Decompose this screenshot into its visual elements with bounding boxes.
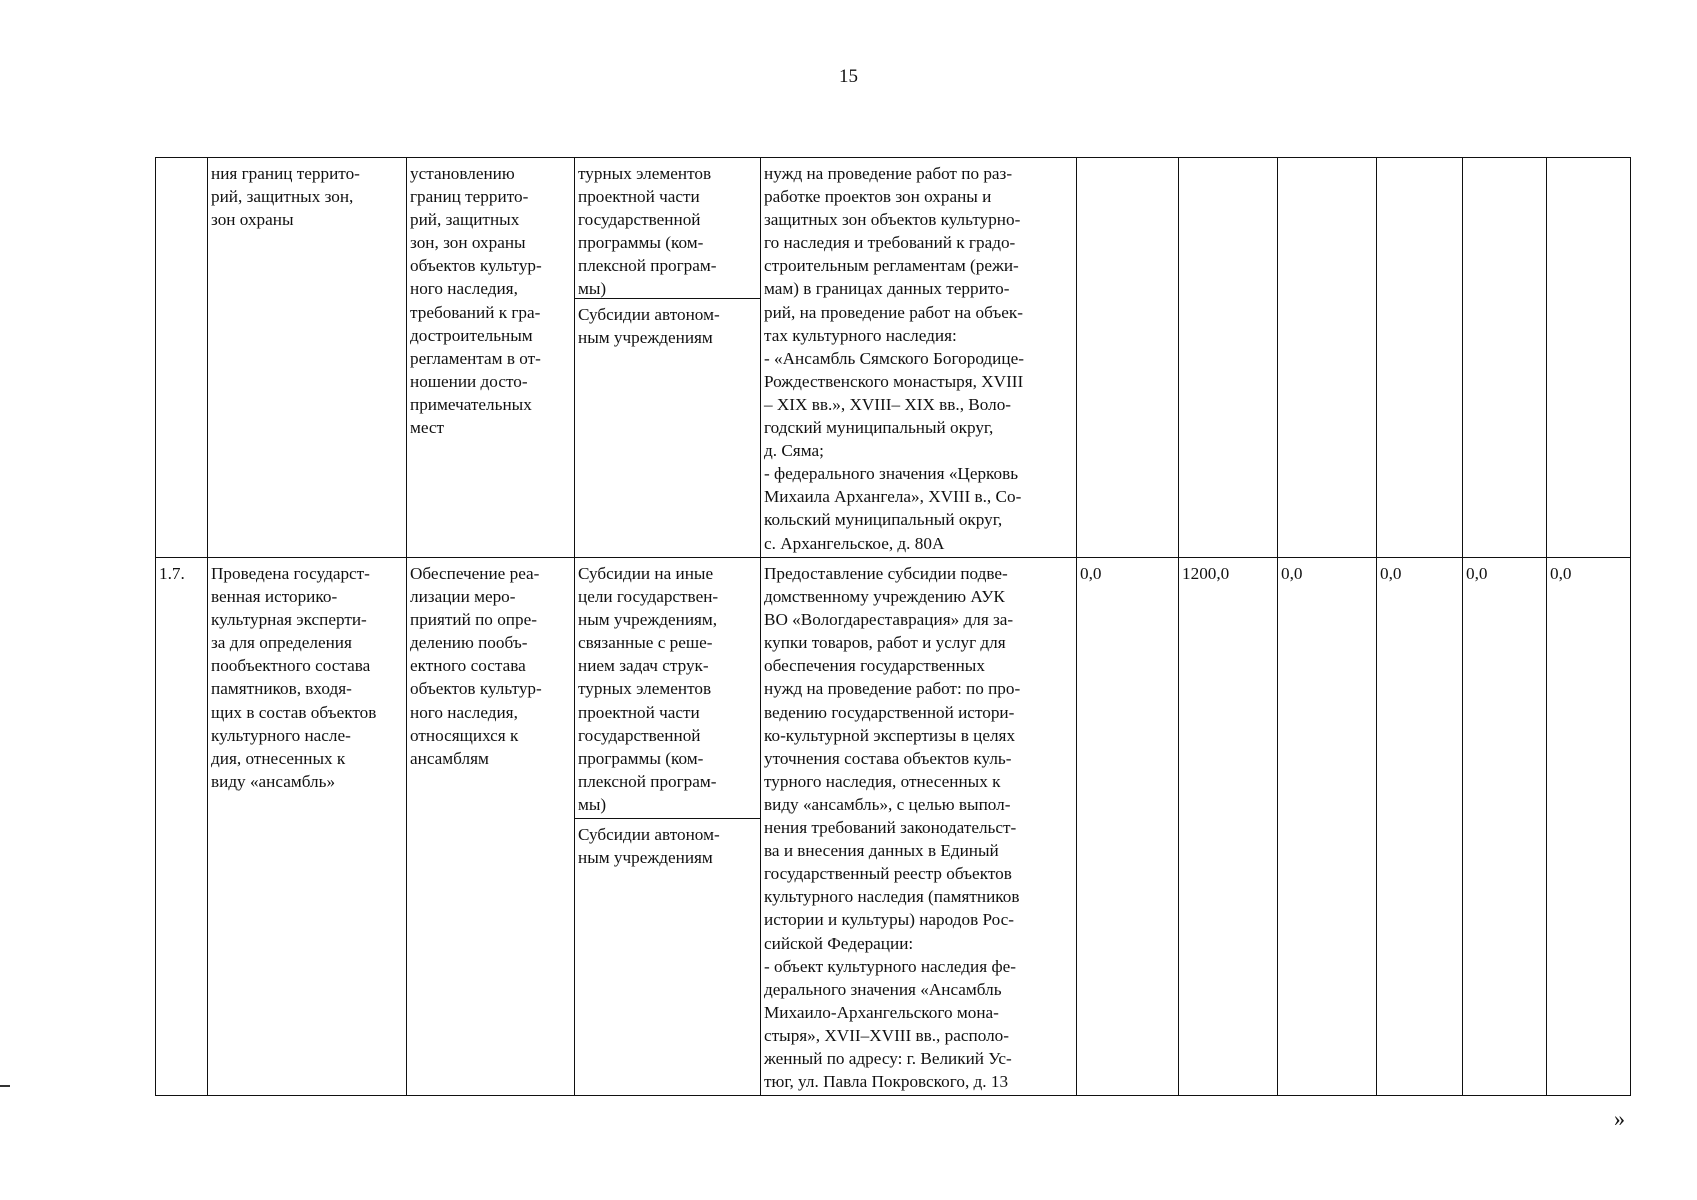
- value: 0,0: [1466, 564, 1488, 583]
- table-row: [156, 158, 1630, 558]
- text-line: культурная эксперти-: [211, 610, 367, 630]
- text-line: мы): [578, 794, 607, 814]
- text-line: нения требований законодательст-: [764, 818, 1017, 838]
- text-line: го наследия и требований к градо-: [764, 233, 1016, 253]
- text-line: рий, защитных зон,: [211, 187, 354, 207]
- text-line: Предоставление субсидии подве-: [764, 564, 1008, 583]
- text-line: делению пообъ-: [410, 633, 528, 653]
- text-line: работке проектов зон охраны и: [764, 187, 992, 207]
- text-line: ва и внесения данных в Единый: [764, 841, 999, 861]
- text-line: - объект культурного наследия фе-: [764, 956, 1016, 976]
- text-line: культурного насле-: [211, 725, 351, 745]
- text-line: рий, на проведение работ на объек-: [764, 302, 1023, 322]
- text-line: пообъектного состава: [211, 656, 371, 676]
- text-line: ным учреждениям: [578, 328, 713, 348]
- expense-type-primary: [575, 158, 760, 299]
- table-row: [156, 558, 1630, 1095]
- margin-mark: [0, 1085, 10, 1087]
- text-line: - «Ансамбль Сямского Богородице-: [764, 348, 1024, 368]
- text-line: д. Сяма;: [764, 441, 824, 461]
- text-line: ния границ террито-: [211, 164, 360, 183]
- text-line: нужд на проведение работ по раз-: [764, 164, 1013, 183]
- value: 0,0: [1281, 564, 1303, 583]
- text-line: зон, зон охраны: [410, 233, 526, 253]
- text-line: государственной: [578, 725, 701, 745]
- value-cell: [1377, 558, 1463, 1095]
- text-line: дия, отнесенных к: [211, 748, 346, 768]
- result-cell: [208, 558, 407, 1095]
- text-line: относящихся к: [410, 725, 519, 745]
- value-cell: [1278, 158, 1377, 557]
- text-line: Субсидии на иные: [578, 564, 714, 583]
- text-line: объектов культур-: [410, 679, 542, 699]
- row-number: 1.7.: [159, 564, 185, 583]
- text-line: ным учреждениям: [578, 848, 713, 868]
- description-cell: [761, 158, 1077, 557]
- text-line: Рождественского монастыря, XVIII: [764, 371, 1024, 391]
- text-line: проектной части: [578, 187, 700, 207]
- text-line: за для определения: [211, 633, 352, 653]
- text-line: с. Архангельское, д. 80А: [764, 533, 945, 553]
- text-line: защитных зон объектов культурно-: [764, 210, 1021, 230]
- text-line: нием задач струк-: [578, 656, 709, 676]
- text-line: регламентам в от-: [410, 348, 541, 368]
- text-line: тах культурного наследия:: [764, 325, 957, 345]
- text-line: мам) в границах данных террито-: [764, 279, 1010, 299]
- text-line: мест: [410, 418, 445, 438]
- text-line: тюг, ул. Павла Покровского, д. 13: [764, 1072, 1009, 1092]
- value: 0,0: [1380, 564, 1402, 583]
- text-line: Проведена государст-: [211, 564, 370, 583]
- text-line: Обеспечение реа-: [410, 564, 540, 583]
- text-line: плексной програм-: [578, 256, 717, 276]
- result-cell: [208, 158, 407, 557]
- text-line: обеспечения государственных: [764, 656, 985, 676]
- expense-type-secondary: [575, 819, 760, 869]
- text-line: домственному учреждению АУК: [764, 587, 1005, 607]
- description-cell: [761, 558, 1077, 1095]
- text-line: установлению: [410, 164, 515, 183]
- value-cell: [1377, 158, 1463, 557]
- value-cell: [1547, 558, 1632, 1095]
- text-line: приятий по опре-: [410, 610, 537, 630]
- text-line: турных элементов: [578, 679, 712, 699]
- activity-cell: [407, 158, 575, 557]
- value-cell: [1077, 558, 1179, 1095]
- text-line: стыря», XVII–XVIII вв., располо-: [764, 1025, 1009, 1045]
- text-line: проектной части: [578, 702, 700, 722]
- text-line: ко-культурной экспертизы в целях: [764, 725, 1016, 745]
- text-line: - федерального значения «Церковь: [764, 464, 1019, 484]
- text-line: рий, защитных: [410, 210, 520, 230]
- text-line: ным учреждениям,: [578, 610, 718, 630]
- text-line: купки товаров, работ и услуг для: [764, 633, 1006, 653]
- text-line: – XIX вв.», XVIII– XIX вв., Воло-: [764, 394, 1012, 414]
- value-cell: [1179, 558, 1278, 1095]
- value-cell: [1278, 558, 1377, 1095]
- text-line: виду «ансамбль»: [211, 771, 336, 791]
- text-line: ВО «Вологдареставрация» для за-: [764, 610, 1014, 630]
- text-line: программы (ком-: [578, 748, 704, 768]
- budget-table: [155, 157, 1631, 1096]
- text-line: ношении досто-: [410, 371, 528, 391]
- text-line: турных элементов: [578, 164, 712, 183]
- text-line: примечательных: [410, 394, 532, 414]
- text-line: государственной: [578, 210, 701, 230]
- continuation-mark: »: [1614, 1106, 1625, 1131]
- text-line: турного наследия, отнесенных к: [764, 771, 1001, 791]
- text-line: венная историко-: [211, 587, 338, 607]
- value-cell: [1077, 158, 1179, 557]
- value: 1200,0: [1182, 564, 1230, 583]
- value-cell: [1547, 158, 1632, 557]
- text-line: истории и культуры) народов Рос-: [764, 910, 1015, 930]
- text-line: ного наследия,: [410, 279, 518, 299]
- text-line: ного наследия,: [410, 702, 518, 722]
- text-line: государственный реестр объектов: [764, 864, 1012, 884]
- expense-type-primary: [575, 558, 760, 819]
- text-line: щих в состав объектов: [211, 702, 377, 722]
- value-cell: [1179, 158, 1278, 557]
- text-line: Субсидии автоном-: [578, 305, 720, 324]
- text-line: зон охраны: [211, 210, 294, 230]
- text-line: уточнения состава объектов куль-: [764, 748, 1012, 768]
- page-number: 15: [839, 66, 858, 87]
- value: 0,0: [1080, 564, 1102, 583]
- value-cell: [1463, 158, 1547, 557]
- text-line: сийской Федерации:: [764, 933, 914, 953]
- text-line: виду «ансамбль», с целью выпол-: [764, 794, 1011, 814]
- text-line: лизации меро-: [410, 587, 516, 607]
- text-line: ектного состава: [410, 656, 526, 676]
- text-line: достроительным: [410, 325, 533, 345]
- text-line: требований к гра-: [410, 302, 541, 322]
- text-line: женный по адресу: г. Великий Ус-: [764, 1048, 1012, 1068]
- text-line: программы (ком-: [578, 233, 704, 253]
- text-line: памятников, входя-: [211, 679, 352, 699]
- text-line: нужд на проведение работ: по про-: [764, 679, 1021, 699]
- expense-type-cell: [575, 158, 761, 557]
- activity-cell: [407, 558, 575, 1095]
- text-line: годский муниципальный округ,: [764, 418, 994, 438]
- text-line: кольский муниципальный округ,: [764, 510, 1003, 530]
- text-line: Субсидии автоном-: [578, 825, 720, 844]
- text-line: мы): [578, 279, 607, 299]
- value: 0,0: [1550, 564, 1572, 583]
- expense-type-cell: [575, 558, 761, 1095]
- text-line: ведению государственной истори-: [764, 702, 1015, 722]
- text-line: объектов культур-: [410, 256, 542, 276]
- row-number-cell: [156, 558, 208, 1095]
- text-line: ансамблям: [410, 748, 489, 768]
- text-line: строительным регламентам (режи-: [764, 256, 1019, 276]
- text-line: культурного наследия (памятников: [764, 887, 1020, 907]
- text-line: связанные с реше-: [578, 633, 713, 653]
- text-line: цели государствен-: [578, 587, 719, 607]
- expense-type-secondary: [575, 299, 760, 349]
- text-line: границ террито-: [410, 187, 529, 207]
- row-number-cell: [156, 158, 208, 557]
- text-line: плексной програм-: [578, 771, 717, 791]
- text-line: Михаило-Архангельского мона-: [764, 1002, 999, 1022]
- value-cell: [1463, 558, 1547, 1095]
- text-line: дерального значения «Ансамбль: [764, 979, 1002, 999]
- text-line: Михаила Архангела», XVIII в., Со-: [764, 487, 1022, 507]
